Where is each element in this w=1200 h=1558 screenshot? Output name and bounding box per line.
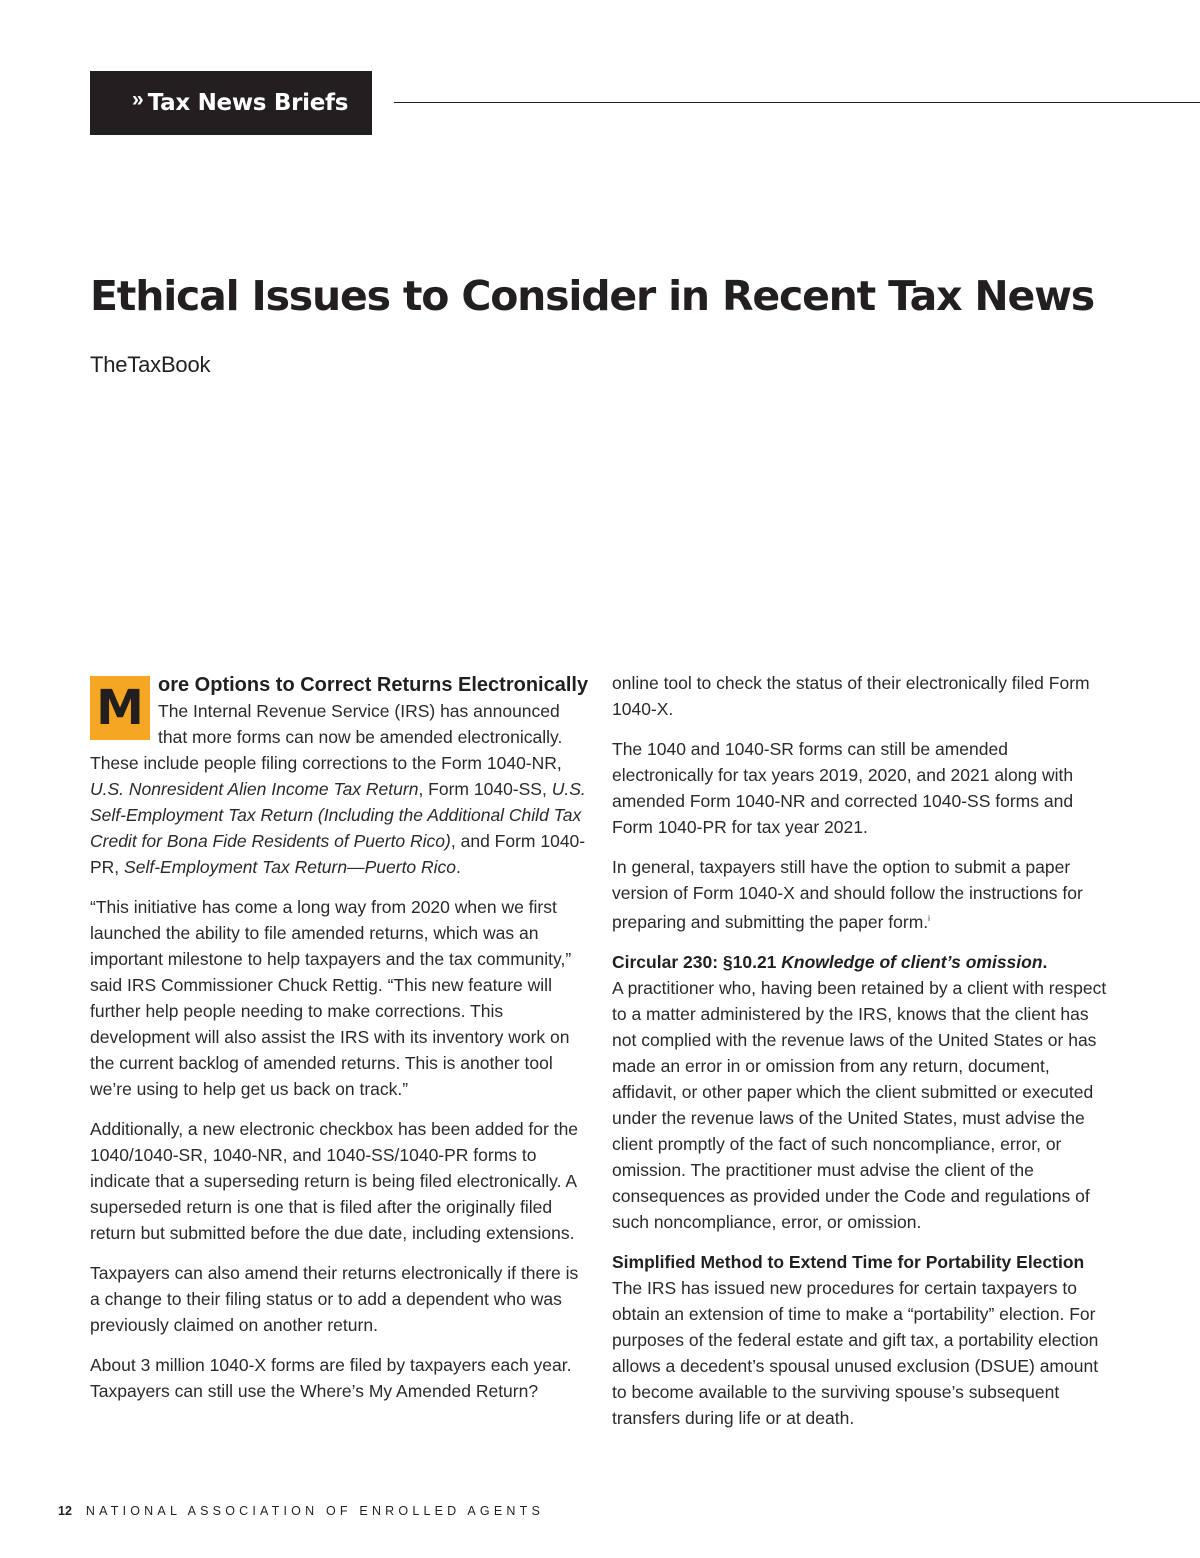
text-run: In general, taxpayers still have the option to submit a paper version of Form 1040-X and should follow the instructions for preparing and submitting the paper form. [612, 857, 1083, 932]
circular-230-heading: Circular 230: §10.21 [612, 951, 782, 972]
text-run: . [456, 857, 461, 877]
portability-body: The IRS has issued new procedures for certain taxpayers to obtain an extension of time to make a “portability” election. For purposes of the federal estate and gift tax, a portability election allows a decedent’s spousal unused exclusion (DSUE) amount to become available to the surviving spouse’s subsequent transfers during life or at death. [612, 1277, 1099, 1428]
chevron-right-icon: » [132, 88, 144, 111]
section-label: Tax News Briefs [147, 90, 349, 116]
portability-heading: Simplified Method to Extend Time for Portability Election [612, 1251, 1085, 1272]
form-title-1040nr: U.S. Nonresident Alien Income Tax Return [90, 779, 419, 799]
paragraph-volume: About 3 million 1040-X forms are filed by taxpayers each year. Taxpayers can still use the Where’s My Amended Return? [90, 1355, 572, 1401]
form-title-1040pr: Self-Employment Tax Return—Puerto Rico [124, 857, 457, 877]
circular-230-heading-end: . [1042, 951, 1048, 972]
article-author: TheTaxBook [90, 352, 211, 377]
form-title-1040ss: U.S. Self-Employment Tax Return (Including the Additional Child Tax Credit for Bona Fide Residents of Puerto Rico) [90, 779, 586, 851]
text-run: , and Form 1040-PR, [90, 831, 586, 877]
section-banner [90, 71, 372, 135]
text-run: , Form 1040-SS, [418, 779, 552, 799]
section-heading-correct-returns: ore Options to Correct Returns Electronically [158, 674, 589, 696]
paragraph-paper-option [612, 854, 1112, 935]
footnote-marker: i [928, 914, 930, 923]
lead-paragraph [90, 672, 590, 880]
article-title: Ethical Issues to Consider in Recent Tax News [90, 272, 1095, 320]
right-column [612, 670, 1112, 1445]
paragraph-quote: “This initiative has come a long way from 2020 when we first launched the ability to file amended returns, which was an important milestone to help taxpayers and the tax community,” said IRS Commissioner Chuck Rettig. “This new feature will further help people needing to make corrections. This development will also assist the IRS with its inventory work on the current backlog of amended returns. This is another tool we’re using to help get us back on track.” [90, 897, 572, 1099]
left-column [90, 670, 590, 1418]
portability-block [612, 1249, 1112, 1431]
paragraph-filing-status: Taxpayers can also amend their returns electronically if there is a change to their filing status or to add a dependent who was previously claimed on another return. [90, 1263, 579, 1335]
page-number: 12 [58, 1504, 72, 1518]
circular-230-heading-italic: Knowledge of client’s omission [781, 951, 1043, 972]
text-run: The Internal Revenue Service (IRS) has announced that more forms can now be amended electronically. These include people filing corrections to the Form 1040-NR, [90, 701, 563, 773]
paragraph-tax-years: The 1040 and 1040-SR forms can still be amended electronically for tax years 2019, 2020, and 2021 along with amended Form 1040-NR and corrected 1040-SS forms and Form 1040-PR for tax year 2021. [612, 739, 1074, 837]
circular-230-block [612, 949, 1112, 1235]
publication-name: NATIONAL ASSOCIATION OF ENROLLED AGENTS [85, 1504, 544, 1518]
paragraph-checkbox: Additionally, a new electronic checkbox has been added for the 1040/1040-SR, 1040-NR, and 1040-SS/1040-PR forms to indicate that a superseding return is being filed electronically. A superseded return is one that is filed after the originally filed return but submitted before the due date, including extensions. [90, 1119, 579, 1243]
dropcap: M [90, 676, 150, 740]
page-footer [58, 1504, 544, 1518]
circular-230-body: A practitioner who, having been retained by a client with respect to a matter administered by the IRS, knows that the client has not complied with the revenue laws of the United States or has made an error in or omission from any return, document, affidavit, or other paper which the client submitted or executed under the revenue laws of the United States, must advise the client promptly of the fact of such noncompliance, error, or omission. The practitioner must advise the client of the consequences as provided under the Code and regulations of such noncompliance, error, or omission. [612, 977, 1107, 1232]
paragraph-online-tool: online tool to check the status of their electronically filed Form 1040-X. [612, 673, 1090, 719]
header-divider [394, 102, 1200, 103]
